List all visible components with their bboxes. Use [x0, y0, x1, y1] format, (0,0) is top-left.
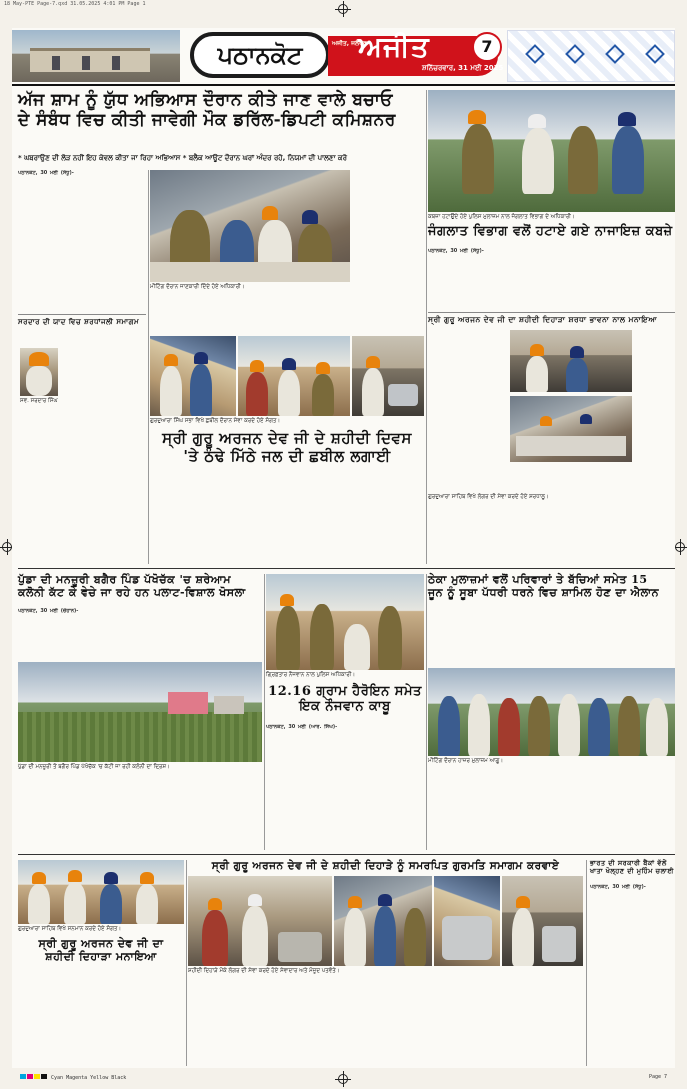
gurmat-photo-1	[188, 876, 332, 966]
gurpurab-caption: ਗੁਰਦੁਆਰਾ ਸਾਹਿਬ ਵਿਖੇ ਲੰਗਰ ਦੀ ਸੇਵਾ ਕਰਦੇ ਹੋਏ ਸ਼ਰਧਾਲੂ।	[428, 494, 549, 500]
thekedar-body-col2	[510, 608, 590, 666]
gurmat-photo-3	[434, 876, 500, 966]
thekedar-body-col4	[428, 770, 508, 850]
left-body	[18, 420, 146, 560]
chhabeel-headline: ਸ੍ਰੀ ਗੁਰੂ ਅਰਜਨ ਦੇਵ ਜੀ ਦੇ ਸ਼ਹੀਦੀ ਦਿਵਸ 'ਤੇ ਠੰਢੇ ਮਿੱਠੇ ਜਲ ਦੀ ਛਬੀਲ ਲਗਾਈ	[162, 429, 412, 465]
lead-body-col3	[354, 170, 424, 330]
masthead-pattern	[507, 30, 675, 82]
divider	[426, 90, 427, 564]
colony-body-col4	[18, 776, 96, 850]
masthead-date: ਸ਼ਨਿੱਚਰਵਾਰ, 31 ਮਈ 2025	[422, 64, 504, 72]
colony-body-col5	[100, 776, 178, 850]
divider	[18, 568, 675, 569]
colony-body-col3	[182, 608, 262, 658]
heroin-photo	[266, 574, 424, 670]
gurpurab-headline: ਸ੍ਰੀ ਗੁਰੂ ਅਰਜਨ ਦੇਵ ਜੀ ਦਾ ਸ਼ਹੀਦੀ ਦਿਹਾੜਾ ਸ਼ਰਧਾ ਭਾਵਨਾ ਨਾਲ ਮਨਾਇਆ	[428, 315, 657, 324]
gurpurab-body-col4	[428, 508, 508, 564]
chhabeel-body-col4	[360, 474, 424, 564]
colony-body-col6	[182, 776, 262, 850]
gurmat-body-col5	[508, 980, 583, 1066]
masthead	[12, 28, 675, 84]
obituary-body	[62, 348, 146, 418]
chhabeel-body-col3	[290, 474, 356, 564]
divider	[18, 854, 675, 855]
shaheedi-headline: ਸ੍ਰੀ ਗੁਰੂ ਅਰਜਨ ਦੇਵ ਜੀ ਦਾ ਸ਼ਹੀਦੀ ਦਿਹਾੜਾ ਮਨਾਇਆ	[38, 937, 164, 963]
gurmat-body-col3	[348, 980, 424, 1066]
thekedar-body-col6	[592, 770, 675, 850]
lead-caption: ਮੀਟਿੰਗ ਦੌਰਾਨ ਜਾਣਕਾਰੀ ਦਿੰਦੇ ਹੋਏ ਅਧਿਕਾਰੀ।	[150, 284, 245, 290]
shaheedi-photo	[18, 860, 184, 924]
gurpurab-body-col6	[592, 498, 675, 564]
lead-subhead: * ਘਬਰਾਉਣ ਦੀ ਲੋੜ ਨਹੀਂ ਇਹ ਕੇਵਲ ਕੀਤਾ ਜਾ ਰਿਹਾ ਅਭਿਆਸ * ਬਲੈਕ ਆਊਟ ਦੌਰਾਨ ਘਰਾਂ ਅੰਦਰ ਰਹੋ, ਨਿਯਮਾਂ ਦੀ ਪਾਲਣਾ ਕਰੋ	[18, 154, 348, 162]
side-brief-headline: ਭਾਰਤ ਦੀ ਸਰਕਾਰੀ ਬੈਂਕਾਂ ਵੱਲੋਂ ਖਾਤਾ ਖੋਲ੍ਹਣ ਦੀ ਮੁਹਿੰਮ ਚਲਾਈ	[590, 859, 674, 875]
gurpurab-photo-2	[510, 396, 632, 462]
heroin-body-col1: ਪਠਾਨਕੋਟ, 30 ਮਈ (ਆਰ. ਸਿੰਘ)-	[266, 724, 338, 730]
gurmat-body-col4	[428, 980, 504, 1066]
registration-mark-icon	[675, 542, 685, 552]
shaheedi-body-col1	[18, 974, 98, 1066]
thekedar-headline: ਠੇਕਾ ਮੁਲਾਜ਼ਮਾਂ ਵਲੋਂ ਪਰਿਵਾਰਾਂ ਤੇ ਬੱਚਿਆਂ ਸਮੇਤ 15 ਜੂਨ ਨੂੰ ਸੂਬਾ ਪੱਧਰੀ ਧਰਨੇ ਵਿਚ ਸ਼ਾਮਿਲ ਹੋਣ ਦਾ ਐਲਾਨ	[428, 573, 660, 599]
paper-name: ਅਜੀਤ	[358, 30, 430, 63]
chhabeel-caption: ਗੁਰਦੁਆਰਾ ਸਿੰਘ ਸਭਾ ਵਿਖੇ ਛਬੀਲ ਦੌਰਾਨ ਸੇਵਾ ਕਰਦੇ ਹੋਏ ਸੰਗਤ।	[150, 418, 281, 424]
gurmat-body-col1	[188, 980, 264, 1066]
chhabeel-body-col2	[220, 474, 286, 564]
registration-mark-icon	[2, 542, 12, 552]
gurmat-caption: ਸ਼ਹੀਦੀ ਦਿਹਾੜੇ ਮੌਕੇ ਲੰਗਰ ਦੀ ਸੇਵਾ ਕਰਦੇ ਹੋਏ ਸੇਵਾਦਾਰ ਅਤੇ ਮੌਜੂਦ ਪਤਵੰਤੇ।	[188, 968, 340, 974]
forest-body-col2	[510, 248, 590, 308]
heroin-body-col2	[346, 724, 424, 850]
gurpurab-body-col3	[634, 330, 675, 490]
colony-caption: ਪੁੱਡਾ ਦੀ ਮਨਜ਼ੂਰੀ ਤੋਂ ਬਗੈਰ ਪਿੰਡ ਪੱਖੋਚੱਕ 'ਚ ਕੱਟੀ ਜਾ ਰਹੀ ਕਲੋਨੀ ਦਾ ਦ੍ਰਿਸ਼।	[18, 764, 170, 770]
divider	[426, 574, 427, 850]
forest-photo	[428, 90, 675, 212]
forest-caption: ਕਬਜ਼ਾ ਹਟਾਉਂਦੇ ਹੋਏ ਪੁਲਿਸ ਮੁਲਾਜ਼ਮ ਨਾਲ ਜੰਗਲਾਤ ਵਿਭਾਗ ਦੇ ਅਧਿਕਾਰੀ।	[428, 214, 575, 220]
colony-body-col2	[100, 608, 180, 658]
footer-left-text: Cyan Magenta Yellow Black	[51, 1075, 127, 1081]
divider	[18, 314, 146, 315]
lead-photo	[150, 170, 350, 282]
footer-right-text: Page 7	[648, 1074, 667, 1080]
lead-body-col1: ਪਠਾਨਕੋਟ, 30 ਮਈ (ਸੰਧੂ)-	[18, 170, 74, 176]
side-brief-body: ਪਠਾਨਕੋਟ, 30 ਮਈ (ਸੰਧੂ)-	[590, 884, 646, 890]
obituary-photo	[20, 348, 58, 396]
divider	[428, 312, 675, 313]
page-number: 7	[472, 32, 502, 62]
masthead-tagline: ਅਜੀਤ, ਜਲੰਧਰ	[332, 40, 367, 47]
masthead-photo	[12, 30, 180, 82]
lead-headline: ਅੱਜ ਸ਼ਾਮ ਨੂੰ ਯੁੱਧ ਅਭਿਆਸ ਦੌਰਾਨ ਕੀਤੇ ਜਾਣ ਵਾਲੇ ਬਚਾਓ ਦੇ ਸੰਬੰਧ ਵਿਚ ਕੀਤੀ ਜਾਵੇਗੀ ਮੌਕ ਡਰਿੱਲ-ਡਿਪਟੀ ਕਮਿਸ਼ਨਰ	[18, 90, 396, 131]
gurmat-photo-2	[334, 876, 432, 966]
forest-body-col3	[592, 248, 675, 308]
thekedar-body-col3	[592, 608, 675, 666]
color-strip	[20, 1074, 126, 1085]
chhabeel-body-col1	[150, 474, 216, 564]
colony-photo	[18, 662, 262, 762]
gurpurab-body-col5	[510, 508, 590, 564]
thekedar-body-col1	[428, 608, 508, 666]
gurpurab-photo-1	[510, 330, 632, 392]
print-footer	[0, 1070, 687, 1089]
thekedar-body-col5	[510, 770, 590, 850]
divider	[264, 574, 265, 850]
divider	[186, 860, 187, 1066]
shaheedi-caption: ਗੁਰਦੁਆਰਾ ਸਾਹਿਬ ਵਿਖੇ ਸਨਮਾਨ ਕਰਦੇ ਹੋਏ ਸੰਗਤ।	[18, 926, 122, 932]
newspaper-page	[12, 28, 675, 1068]
masthead-rule	[12, 84, 675, 86]
shaheedi-body-col2	[102, 974, 184, 1066]
divider	[586, 860, 587, 1066]
obituary-headline: ਸਰਦਾਰ ਦੀ ਯਾਦ ਵਿਚ ਸ਼ਰਧਾਂਜਲੀ ਸਮਾਗਮ	[18, 317, 140, 326]
gurpurab-body-col1	[428, 330, 508, 490]
thekedar-caption: ਮੀਟਿੰਗ ਦੌਰਾਨ ਹਾਜ਼ਰ ਮੁਲਾਜ਼ਮ ਆਗੂ।	[428, 758, 504, 764]
city-name: ਪਠਾਨਕੋਟ	[190, 32, 330, 78]
gurmat-body-col2	[268, 980, 344, 1066]
thekedar-photo	[428, 668, 675, 756]
chhabeel-photo-1	[150, 336, 236, 416]
forest-headline: ਜੰਗਲਾਤ ਵਿਭਾਗ ਵਲੋਂ ਹਟਾਏ ਗਏ ਨਾਜਾਇਜ਼ ਕਬਜ਼ੇ	[428, 224, 673, 239]
heroin-headline: 12.16 ਗ੍ਰਾਮ ਹੈਰੋਇਨ ਸਮੇਤ ਇਕ ਨੌਜਵਾਨ ਕਾਬੂ	[268, 684, 422, 715]
gurmat-headline: ਸ੍ਰੀ ਗੁਰੂ ਅਰਜਨ ਦੇਵ ਜੀ ਦੇ ਸ਼ਹੀਦੀ ਦਿਹਾੜੇ ਨੂੰ ਸਮਰਪਿਤ ਗੁਰਮਤਿ ਸਮਾਗਮ ਕਰਵਾਏ	[211, 860, 560, 872]
divider	[148, 170, 149, 564]
gurmat-photo-4	[502, 876, 583, 966]
print-slug: 18 May-PTE Page-7.qxd 31.05.2025 4:01 PM Page 1	[4, 1, 146, 7]
heroin-caption: ਗ੍ਰਿਫ਼ਤਾਰ ਨੌਜਵਾਨ ਨਾਲ ਪੁਲਿਸ ਅਧਿਕਾਰੀ।	[266, 672, 356, 678]
obituary-caption: ਸਵ. ਸਰਦਾਰ ਸਿੰਘ	[20, 398, 58, 404]
colony-headline: ਪੁੱਡਾ ਦੀ ਮਨਜ਼ੂਰੀ ਬਗੈਰ ਪਿੰਡ ਪੱਖੋਚੱਕ 'ਚ ਸ਼ਰੇਆਮ ਕਲੋਨੀ ਕੱਟ ਕੇ ਵੇਚੇ ਜਾ ਰਹੇ ਹਨ ਪਲਾਟ-ਵਿਸ਼ਾਲ ਖੋਸਲਾ	[18, 573, 246, 599]
colony-body-col1: ਪਠਾਨਕੋਟ, 30 ਮਈ (ਚੌਹਾਨ)-	[18, 608, 79, 614]
chhabeel-photo-2	[238, 336, 350, 416]
chhabeel-photo-3	[352, 336, 424, 416]
registration-mark-icon	[338, 4, 348, 14]
lead-body-col2	[150, 294, 350, 334]
forest-body-col1: ਪਠਾਨਕੋਟ, 30 ਮਈ (ਸੰਧੂ)-	[428, 248, 484, 254]
